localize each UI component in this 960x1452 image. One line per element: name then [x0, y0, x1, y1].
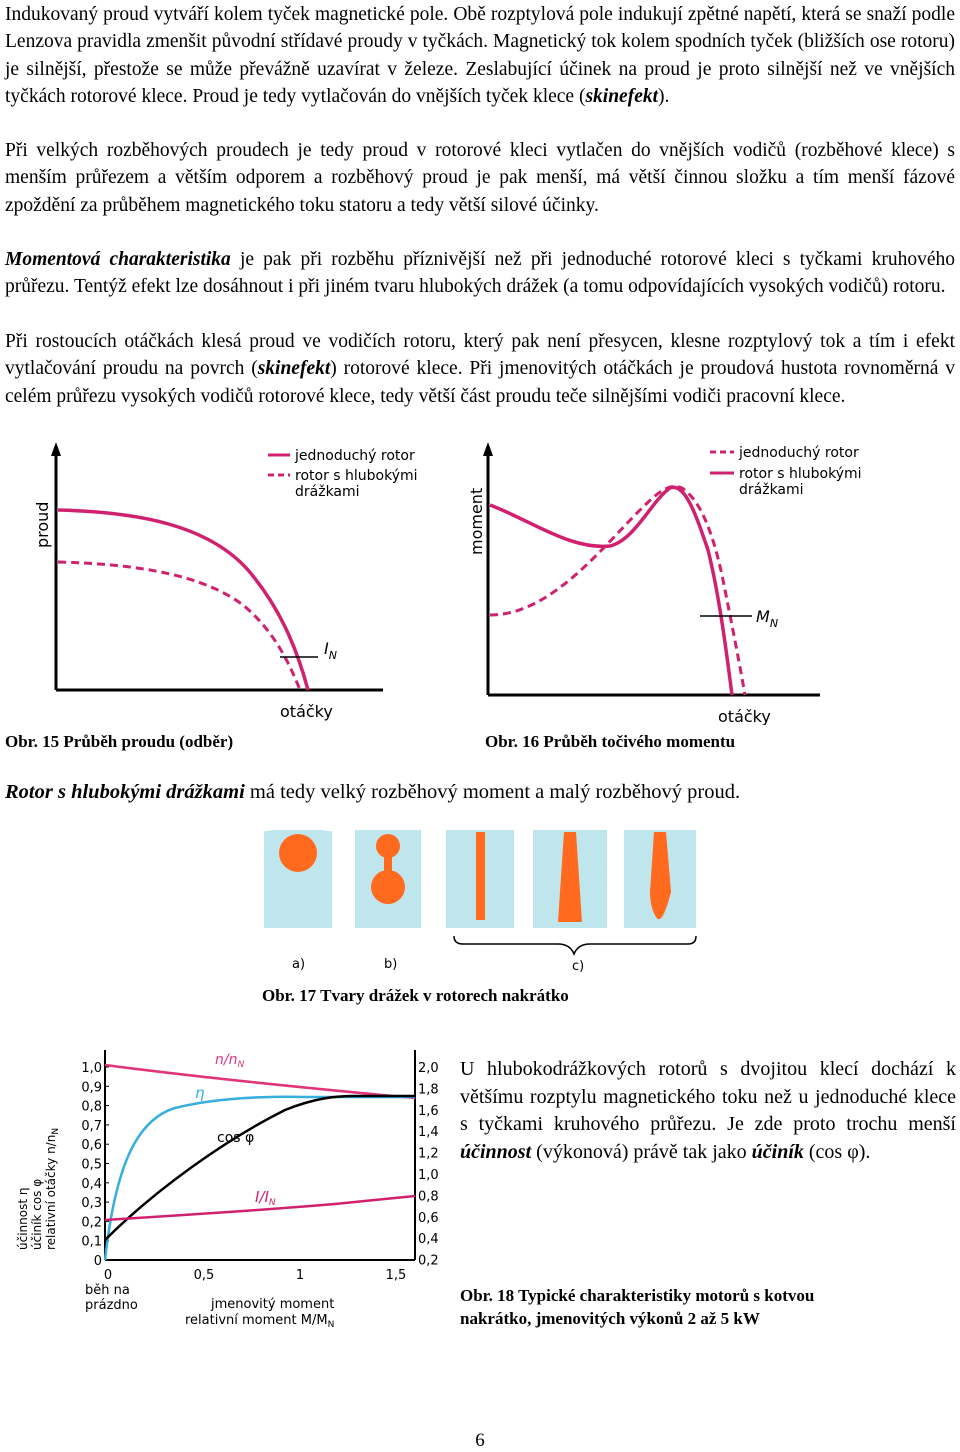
fig17-conductor-c1 — [476, 832, 485, 920]
fig17-conductor-b-bottom — [371, 870, 405, 904]
fig18-y-label — [16, 1128, 61, 1250]
fig15-legend-2a: rotor s hlubokými — [295, 468, 418, 484]
fig16-curve-simple-rotor — [490, 486, 745, 695]
fig17-label-a: a) — [292, 957, 306, 972]
fig18-right-tick-label: 1,4 — [418, 1125, 439, 1141]
p3-emphasis: Momentová charakteristika — [5, 249, 231, 270]
fig18-label-speed: $n/n_N$ — [215, 1052, 245, 1070]
fig16-y-arrow — [483, 442, 493, 456]
fig17-label-c: c) — [572, 959, 585, 974]
fig18-x-tick-label: 1,5 — [385, 1268, 407, 1283]
paragraph-deep-slot-rotor — [5, 779, 955, 806]
fig17-conductor-b-neck — [384, 852, 392, 872]
fig18-y-label-1: účinnost η — [16, 1187, 30, 1250]
side-emphasis-power-factor: účiník — [751, 1140, 804, 1163]
fig18-x-tick-label: 0,5 — [193, 1268, 215, 1283]
fig16-x-label: otáčky — [718, 707, 771, 725]
fig16-caption: Obr. 16 Průběh točivého momentu — [485, 732, 736, 751]
fig16-legend-2a: rotor s hlubokými — [739, 466, 862, 482]
figure-15-current-chart — [18, 440, 438, 725]
figure-18-motor-characteristics — [5, 1040, 445, 1340]
fig18-start-label-a: běh na — [85, 1283, 130, 1298]
p1-end: ). — [658, 86, 670, 108]
p1-emphasis: skinefekt — [585, 86, 659, 108]
fig18-right-tick-label: 2,0 — [418, 1061, 439, 1076]
p4-emphasis: skinefekt — [257, 358, 331, 380]
paragraph-torque-characteristic — [5, 246, 955, 301]
fig18-x-tick-label: 1 — [295, 1268, 305, 1283]
fig15-y-label: proud — [33, 501, 52, 548]
paragraph-starting-current — [5, 137, 955, 219]
fig18-curve-efficiency — [105, 1097, 415, 1260]
fig18-right-tick-label: 1,2 — [418, 1146, 439, 1162]
paragraph-rising-speed — [5, 328, 955, 410]
fig18-left-tick-label: 0,2 — [81, 1215, 102, 1231]
fig18-left-tick-label: 0 — [93, 1254, 102, 1269]
fig18-right-tick-label: 1,0 — [418, 1168, 439, 1183]
fig16-legend-2b: drážkami — [739, 482, 804, 498]
fig15-marker: $I_N$ — [324, 639, 337, 662]
fig18-right-tick-label: 0,6 — [418, 1210, 439, 1226]
fig18-left-tick-label: 0,7 — [81, 1118, 102, 1134]
fig18-right-tick-label: 0,4 — [418, 1232, 439, 1248]
fig15-caption: Obr. 15 Průběh proudu (odběr) — [5, 732, 234, 751]
fig18-right-ticks — [418, 1061, 439, 1269]
fig15-y-arrow — [51, 442, 61, 456]
fig18-left-tick-label: 0,6 — [81, 1138, 102, 1154]
figure-16-torque-chart — [460, 440, 880, 725]
fig18-y-label-3: relativní otáčky $n/n_N$ — [44, 1127, 61, 1250]
side-text-3: (cos φ). — [803, 1140, 871, 1163]
figure-17-slot-shapes — [258, 822, 702, 982]
p3-text: je pak při rozběhu příznivější než při jednoduché rotorové kleci s tyčkami kruhového průřezu. Tentýž efekt lze dosáhnout i při jiném tvaru hlubokých drážek (a tomu odpovídajících vysokých vodičů) rotoru. — [5, 249, 955, 298]
p4-text-b: ) rotorové klece. Při jmenovitých otáčkách je proudová hustota rovnoměrná v celém průřezu vysokých vodičů rotorové klece, tedy větší část proudu teče silnějšími vodiči pracovní klece. — [5, 358, 955, 407]
fig16-legend-1: jednoduchý rotor — [739, 445, 859, 461]
fig18-left-tick-label: 0,5 — [81, 1157, 102, 1173]
fig18-left-tick-label: 0,8 — [81, 1099, 102, 1115]
fig17-label-b: b) — [384, 957, 398, 972]
fig18-curve-speed — [105, 1065, 415, 1098]
fig18-right-tick-label: 1,8 — [418, 1082, 439, 1098]
paragraph-skin-effect — [5, 1, 955, 111]
p1-text: Indukovaný proud vytváří kolem tyček magnetické pole. Obě rozptylová pole indukují zpětné napětí, která se snaží podle Lenzova pravidla zmenšit původní střídavé proudy v tyčkách. Magnetický tok kolem spodních tyček (bližších ose rotoru) je silnější, přestože se může převážně uzavírat v železe. Zeslabující účinek na proud je proto silnější než ve vnějších tyčkách rotorové klece. Proud je tedy vytlačován do vnějších tyček klece ( — [5, 4, 955, 108]
fig18-curve-power-factor — [105, 1096, 415, 1240]
fig15-curve-deep-slot — [58, 562, 300, 690]
fig16-curve-deep-slot — [490, 487, 732, 695]
fig15-x-label: otáčky — [280, 702, 333, 721]
side-text-2: (výkonová) právě tak jako — [531, 1140, 752, 1163]
fig18-right-tick-label: 1,6 — [418, 1103, 439, 1119]
p2-text: Při velkých rozběhových proudech je tedy proud v rotorové kleci vytlačen do vnějších vodičů (rozběhové klece) s menším průřezem a větším odporem a rozběhový proud je pak menší, má větší činnou složku a tím menší fázové zpoždění za průběhem magnetického toku statoru a tedy větší silové účinky. — [5, 140, 955, 216]
fig16-marker: $M_N$ — [756, 607, 779, 630]
side-text-1: U hlubokodrážkových rotorů s dvojitou klecí dochází k většímu rozptylu magnetického toku než u jednoduché klece s tyčkami kruhového průřezu. Je zde proto trochu menší — [460, 1058, 956, 1136]
fig18-label-current: $I/I_N$ — [255, 1188, 276, 1208]
fig17-brace-c — [454, 936, 696, 954]
fig18-right-tick-label: 0,8 — [418, 1189, 439, 1205]
fig18-x-label-a: jmenovitý moment — [211, 1297, 335, 1312]
fig18-left-tick-label: 0,9 — [81, 1080, 102, 1096]
side-emphasis-efficiency: účinnost — [460, 1140, 532, 1163]
fig18-x-label-b: relativní moment $M/M_N$ — [185, 1313, 335, 1330]
fig18-y-label-2: účiník cos φ — [30, 1178, 44, 1250]
fig16-y-label: moment — [467, 487, 486, 555]
fig18-left-tick-label: 0,4 — [81, 1176, 102, 1192]
fig18-left-tick-label: 1,0 — [81, 1061, 102, 1076]
fig18-caption-line-2: nakrátko, jmenovitých výkonů 2 až 5 kW — [460, 1309, 760, 1328]
fig17-caption: Obr. 17 Tvary drážek v rotorech nakrátko — [262, 986, 569, 1005]
fig18-left-tick-label: 0,3 — [81, 1196, 102, 1212]
p5-text: má tedy velký rozběhový moment a malý rozběhový proud. — [244, 781, 741, 803]
fig18-caption-line-1: Obr. 18 Typické charakteristiky motorů s kotvou — [460, 1286, 815, 1305]
fig18-left-tick-label: 0,1 — [81, 1234, 102, 1250]
p5-emphasis: Rotor s hlubokými drážkami — [5, 781, 245, 803]
page-number: 6 — [475, 1430, 485, 1451]
fig15-curve-simple-rotor — [58, 510, 308, 690]
fig18-label-efficiency: η — [195, 1084, 205, 1102]
fig15-legend-1: jednoduchý rotor — [295, 448, 415, 464]
fig18-x-ticks — [104, 1268, 406, 1283]
fig18-start-label-b: prázdno — [85, 1298, 138, 1313]
side-paragraph-efficiency — [460, 1056, 956, 1166]
fig17-slot-a-edge — [264, 827, 332, 830]
fig18-x-tick-label: 0 — [103, 1268, 113, 1283]
fig18-label-power-factor: cos φ — [217, 1130, 255, 1146]
fig15-legend-2b: drážkami — [295, 484, 360, 500]
p4-text-a: Při rostoucích otáčkách klesá proud ve vodičích rotoru, který pak není přesycen, klesne rozptylový tok a tím i efekt vytlačování proudu na povrch ( — [5, 331, 955, 380]
fig17-conductor-a — [279, 834, 317, 872]
fig18-right-tick-label: 0,2 — [418, 1253, 439, 1269]
